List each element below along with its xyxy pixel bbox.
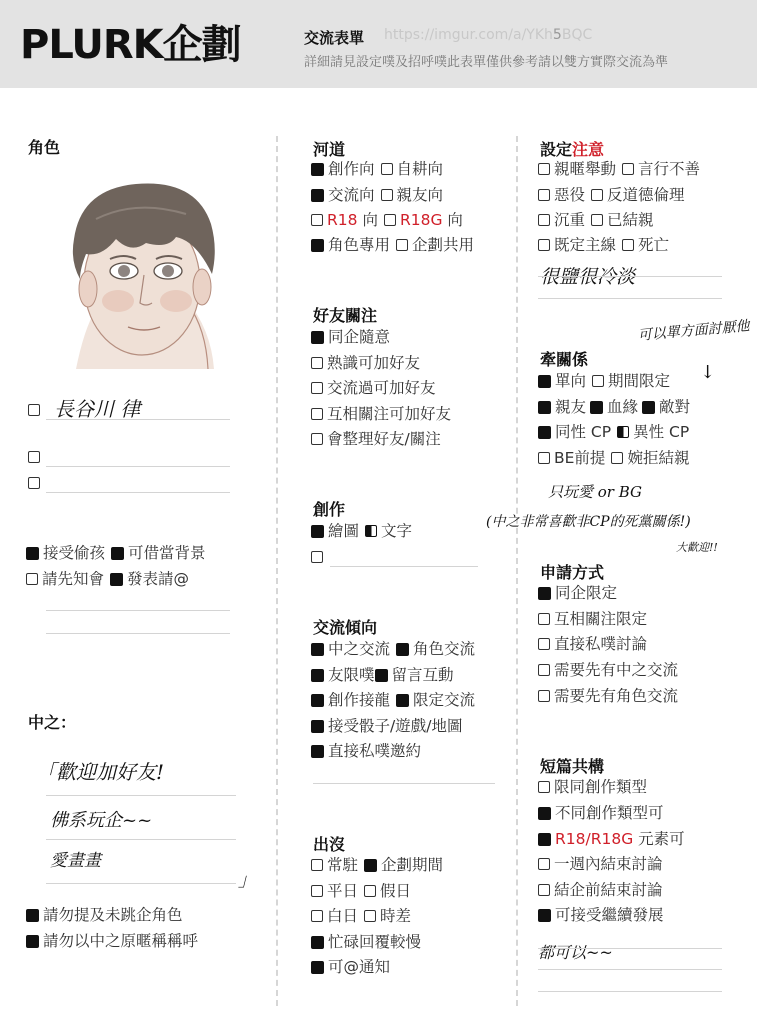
checkbox-icon[interactable]	[26, 573, 38, 585]
presence-row-1: 常駐 企劃期間	[311, 853, 443, 879]
tendency-row-4: 接受骰子/遊戲/地圖	[311, 714, 462, 740]
setting-title: 設定注意	[540, 140, 605, 159]
bottom-item-2: 請勿以中之原暱稱稱呼	[26, 929, 198, 955]
checkbox-icon[interactable]	[311, 669, 324, 682]
short-line-1	[538, 948, 722, 949]
checkbox-icon[interactable]	[396, 643, 409, 656]
relation-hand-1: 只玩愛 or BG	[548, 483, 643, 501]
checkbox-icon[interactable]	[28, 477, 40, 489]
tendency-row-5: 直接私噗邀約	[311, 739, 421, 765]
checkbox-icon[interactable]	[311, 357, 323, 369]
setting-line-1	[538, 276, 722, 277]
checkbox-icon[interactable]	[538, 909, 551, 922]
checkbox-icon[interactable]	[311, 643, 324, 656]
relation-note: 可以單方面討厭他	[637, 318, 751, 344]
checkbox-icon[interactable]	[311, 551, 323, 563]
checkbox-icon[interactable]	[538, 239, 550, 251]
checkbox-icon[interactable]	[375, 669, 388, 682]
presence-row-5: 可@通知	[311, 955, 390, 981]
checkbox-icon[interactable]	[611, 452, 623, 464]
relation-row-4: BE前提 婉拒結親	[538, 446, 689, 472]
tendency-row-2: 友限噗 留言互動	[311, 663, 454, 689]
divider-right	[516, 136, 518, 1006]
checkbox-icon[interactable]	[538, 613, 550, 625]
checkbox-icon[interactable]	[311, 885, 323, 897]
zhongzhi-line-1	[46, 795, 236, 796]
arrow-down-icon: ↓	[700, 362, 716, 383]
checkbox-icon[interactable]	[538, 163, 550, 175]
checkbox-icon[interactable]	[28, 404, 40, 416]
short-line-2	[538, 969, 722, 970]
checkbox-icon[interactable]	[311, 331, 324, 344]
blank-line-4	[46, 633, 230, 634]
checkbox-icon[interactable]	[311, 408, 323, 420]
checkbox-icon[interactable]	[311, 720, 324, 733]
hedao-row-1: 創作向 自耕向	[311, 157, 443, 183]
checkbox-icon[interactable]	[538, 375, 551, 388]
zhongzhi-hand-2: 佛系玩企~~	[50, 810, 153, 831]
presence-title: 出沒	[313, 835, 346, 854]
bottom-item-1: 請勿提及未跳企角色	[26, 903, 183, 929]
relation-hand-2: (中之非常喜歡非CP的死黨關係!)	[486, 514, 691, 530]
short-row-4: 一週內結束討論	[538, 852, 663, 878]
create-title: 創作	[313, 500, 346, 519]
apply-title: 申請方式	[540, 563, 605, 582]
hedao-title: 河道	[313, 140, 346, 159]
presence-row-2: 平日 假日	[311, 879, 411, 905]
checkbox-icon[interactable]	[311, 433, 323, 445]
checkbox-icon[interactable]	[311, 214, 323, 226]
form-url[interactable]: https://imgur.com/a/YKh5BQC	[384, 27, 593, 43]
friend-row-3: 交流過可加好友	[311, 376, 436, 402]
checkbox-icon[interactable]	[538, 214, 550, 226]
checkbox-icon[interactable]	[538, 189, 550, 201]
checkbox-icon[interactable]	[591, 214, 603, 226]
character-name: 長谷川 律	[54, 397, 141, 421]
apply-row-3: 直接私噗討論	[538, 632, 647, 658]
hedao-row-2: 交流向 親友向	[311, 183, 443, 209]
hedao-row-4: 角色專用 企劃共用	[311, 233, 474, 259]
blank-line-3	[46, 610, 230, 611]
form-title: 交流表單	[304, 29, 365, 47]
checkbox-icon[interactable]	[311, 910, 323, 922]
friend-title: 好友關注	[313, 306, 378, 325]
presence-row-3: 白日 時差	[311, 904, 411, 930]
friend-row-2: 熟識可加好友	[311, 351, 420, 377]
checkbox-icon[interactable]	[311, 163, 324, 176]
checkbox-icon[interactable]	[538, 807, 551, 820]
checkbox-icon[interactable]	[364, 859, 377, 872]
checkbox-icon[interactable]	[311, 525, 324, 538]
friend-row-4: 互相關注可加好友	[311, 402, 451, 428]
apply-row-1: 同企限定	[538, 581, 617, 607]
accept-row-1: 接受偷孩 可借當背景	[26, 541, 206, 567]
checkbox-icon[interactable]	[110, 573, 123, 586]
checkbox-icon[interactable]	[538, 833, 551, 846]
checkbox-icon[interactable]	[311, 694, 324, 707]
short-row-5: 結企前結束討論	[538, 878, 663, 904]
checkbox-icon[interactable]	[538, 690, 550, 702]
checkbox-icon[interactable]	[538, 858, 550, 870]
friend-row-1: 同企隨意	[311, 325, 390, 351]
relation-hand-3: 大歡迎!!	[676, 541, 718, 554]
relation-row-1: 單向 期間限定	[538, 369, 670, 395]
setting-row-1: 親暱舉動 言行不善	[538, 157, 700, 183]
plurk-logo: PLURK企劃	[20, 22, 241, 68]
checkbox-icon[interactable]	[538, 426, 551, 439]
setting-row-4: 既定主線 死亡	[538, 233, 669, 259]
checkbox-icon[interactable]	[311, 859, 323, 871]
blank-row-1[interactable]	[28, 445, 44, 471]
apply-row-4: 需要先有中之交流	[538, 658, 678, 684]
checkbox-icon[interactable]	[311, 745, 324, 758]
tendency-title: 交流傾向	[313, 618, 378, 637]
zhongzhi-title: 中之：	[28, 713, 77, 732]
checkbox-icon[interactable]	[396, 694, 409, 707]
apply-row-5: 需要先有角色交流	[538, 684, 678, 710]
zhongzhi-hand-3: 愛畫畫	[50, 851, 101, 871]
create-line	[330, 566, 478, 567]
short-row-2: 不同創作類型可	[538, 801, 664, 827]
relation-title: 牽關係	[540, 350, 589, 369]
relation-row-3: 同性 CP 異性 CP	[538, 420, 689, 446]
blank-line-1	[46, 466, 230, 467]
checkbox-icon[interactable]	[538, 452, 550, 464]
zhongzhi-line-2	[46, 839, 236, 840]
zhongzhi-line-3	[46, 883, 236, 884]
checkbox-icon[interactable]	[384, 214, 396, 226]
setting-hand: 很鹽很冷淡	[540, 266, 636, 288]
checkbox-icon[interactable]	[592, 375, 604, 387]
checkbox-icon[interactable]	[591, 189, 603, 201]
checkbox-icon[interactable]	[381, 189, 393, 201]
checkbox-icon[interactable]	[396, 239, 408, 251]
short-title: 短篇共構	[540, 757, 605, 776]
short-hand: 都可以~~	[538, 943, 613, 962]
apply-row-2: 互相關注限定	[538, 607, 647, 633]
name-row[interactable]	[28, 398, 44, 424]
setting-line-2	[538, 298, 722, 299]
relation-row-2: 親友 血緣 敵對	[538, 395, 690, 421]
role-title: 角色	[28, 138, 61, 157]
checkbox-icon[interactable]	[364, 885, 376, 897]
checkbox-icon[interactable]	[622, 239, 634, 251]
checkbox-icon[interactable]	[311, 189, 324, 202]
checkbox-icon[interactable]	[311, 936, 324, 949]
short-row-3: R18/R18G 元素可	[538, 827, 685, 853]
setting-row-3: 沉重 已結親	[538, 208, 654, 234]
checkbox-icon[interactable]	[538, 781, 550, 793]
short-row-6: 可接受繼續發展	[538, 903, 664, 929]
checkbox-icon[interactable]	[311, 961, 324, 974]
setting-row-2: 惡役 反道德倫理	[538, 183, 685, 209]
tendency-row-1: 中之交流 角色交流	[311, 637, 475, 663]
checkbox-icon[interactable]	[111, 547, 124, 560]
create-row-2[interactable]	[311, 545, 327, 571]
checkbox-icon[interactable]	[26, 547, 39, 560]
checkbox-icon[interactable]	[642, 401, 655, 414]
checkbox-icon[interactable]	[311, 239, 324, 252]
hedao-row-3: R18 向 R18G 向	[311, 208, 463, 234]
checkbox-icon[interactable]	[381, 163, 393, 175]
zhongzhi-hand-close: 」	[238, 870, 256, 891]
create-row-1: 繪圖 文字	[311, 519, 412, 545]
checkbox-half-icon[interactable]	[365, 525, 377, 537]
character-avatar	[36, 179, 236, 369]
checkbox-icon[interactable]	[26, 935, 39, 948]
checkbox-icon[interactable]	[538, 587, 551, 600]
tendency-line	[313, 783, 495, 784]
friend-row-5: 會整理好友/關注	[311, 427, 441, 453]
blank-line-2	[46, 492, 230, 493]
checkbox-icon[interactable]	[538, 884, 550, 896]
checkbox-icon[interactable]	[590, 401, 603, 414]
form-note: 詳細請見設定噗及招呼噗此表單僅供參考請以雙方實際交流為準	[304, 55, 669, 70]
zhongzhi-hand-1: 「歡迎加好友!	[36, 760, 165, 784]
checkbox-icon[interactable]	[622, 163, 634, 175]
short-line-3	[538, 991, 722, 992]
blank-row-2[interactable]	[28, 471, 44, 497]
checkbox-icon[interactable]	[538, 664, 550, 676]
presence-row-4: 忙碌回覆較慢	[311, 930, 421, 956]
checkbox-icon[interactable]	[26, 909, 39, 922]
checkbox-icon[interactable]	[28, 451, 40, 463]
checkbox-icon[interactable]	[364, 910, 376, 922]
tendency-row-3: 創作接龍 限定交流	[311, 688, 475, 714]
checkbox-icon[interactable]	[538, 638, 550, 650]
checkbox-icon[interactable]	[311, 382, 323, 394]
short-row-1: 限同創作類型	[538, 775, 647, 801]
name-line	[46, 419, 230, 420]
accept-row-2: 請先知會 發表請@	[26, 567, 189, 593]
checkbox-icon[interactable]	[538, 401, 551, 414]
divider-left	[276, 136, 278, 1006]
checkbox-half-icon[interactable]	[617, 426, 629, 438]
